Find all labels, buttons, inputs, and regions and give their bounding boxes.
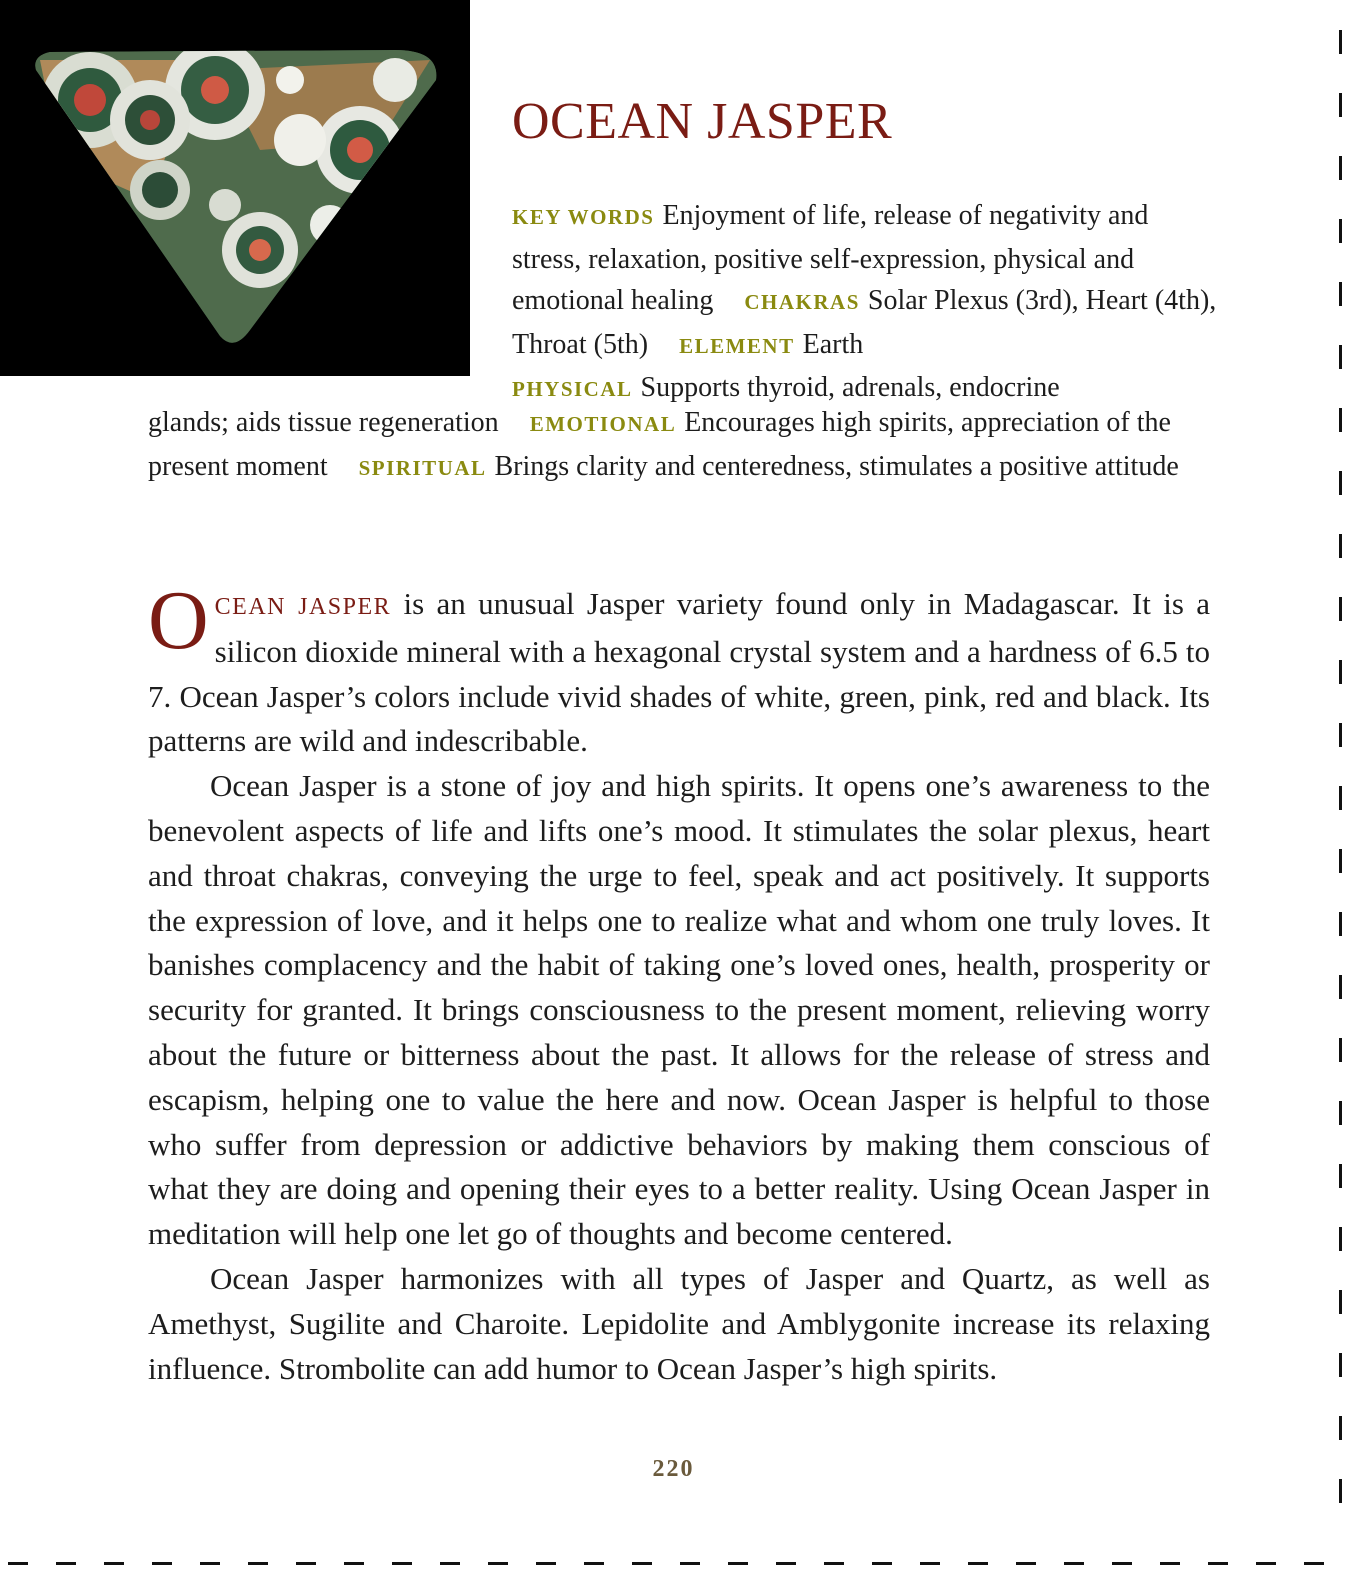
spiritual-text: Brings clarity and centeredness, stimulates a positive attitude [494,450,1179,482]
chakras-text: Solar Plexus (3rd), Heart (4th), Throat (5th) [512,285,1217,360]
edge-tick [488,1562,508,1565]
edge-tick [968,1562,988,1565]
keywords-label: KEY WORDS [512,205,655,229]
edge-tick [1208,1562,1228,1565]
edge-tick [248,1562,268,1565]
edge-tick [152,1562,172,1565]
ocean-jasper-photo [0,0,470,376]
edge-tick [1339,1101,1342,1125]
spiritual-label: SPIRITUAL [358,455,487,480]
keywords-text: Enjoyment of life, release of negativity and stress, relaxation, positive self-expression, physical and emotional healing [512,200,1149,316]
edge-tick [584,1562,604,1565]
edge-tick [920,1562,940,1565]
edge-tick [1339,408,1342,432]
paragraph-1-text: is an unusual Jasper variety found only in Madagascar. It is a silicon dioxide mineral with a hexagonal crystal system and a hardness of 6.5 to 7. Ocean Jasper’s colors include vivid shades of white, green, pink, red and black. Its patterns are wild and indescribable. [148,586,1210,759]
page-number: 220 [652,1456,695,1482]
properties-top [512,195,1222,411]
edge-tick [1304,1562,1324,1565]
edge-tick [8,1562,28,1565]
edge-tick [56,1562,76,1565]
edge-tick [1339,156,1342,180]
edge-tick [1339,345,1342,369]
drop-cap: O [148,574,209,667]
element-label: ELEMENT [679,333,795,358]
chakras-label: CHAKRAS [744,290,860,314]
lead-smallcaps: CEAN JASPER [214,594,392,620]
edge-tick [1339,660,1342,684]
edge-tick [200,1562,220,1565]
edge-tick [1339,30,1342,54]
edge-tick [1339,723,1342,747]
edge-tick [1339,1416,1342,1440]
properties-bottom [148,402,1218,489]
edge-tick [1160,1562,1180,1565]
edge-tick [536,1562,556,1565]
edge-tick [392,1562,412,1565]
edge-tick [440,1562,460,1565]
emotional-label: EMOTIONAL [529,412,677,436]
edge-tick [1339,1164,1342,1188]
paragraph-2: Ocean Jasper is a stone of joy and high spirits. It opens one’s awareness to the benevolent aspects of life and lifts one’s mood. It stimulates the solar plexus, heart and throat chakras, conveying the urge to feel, speak and act positively. It supports the expression of love, and it helps one to realize what and whom one truly loves. It banishes complacency and the habit of taking one’s loved ones, health, prosperity or security for granted. It brings consciousness to the present moment, relieving worry about the future or bitterness about the past. It allows for the release of stress and escapism, helping one to value the here and now. Ocean Jasper is helpful to those who suffer from depression or addictive behaviors by making them conscious of what they are doing and opening their eyes to a better reality. Using Ocean Jasper in meditation will help one let go of thoughts and become centered. [148,768,1210,1252]
edge-tick [680,1562,700,1565]
edge-tick [1339,1227,1342,1251]
edge-tick [1339,1290,1342,1314]
edge-tick [1339,534,1342,558]
body-text [148,574,1210,1391]
edge-tick [632,1562,652,1565]
edge-tick [1339,219,1342,243]
edge-tick [872,1562,892,1565]
edge-tick [1339,93,1342,117]
edge-tick [1339,912,1342,936]
stone-title: OCEAN JASPER [512,93,893,150]
edge-tick [776,1562,796,1565]
edge-tick [1339,471,1342,495]
edge-tick [344,1562,364,1565]
physical-label: PHYSICAL [512,377,633,401]
edge-tick [1112,1562,1132,1565]
element-text: Earth [802,328,864,360]
edge-tick [1339,786,1342,810]
edge-tick [104,1562,124,1565]
paragraph-1 [148,574,1210,764]
edge-tick [728,1562,748,1565]
edge-tick [1339,1479,1342,1503]
physical-text-continued: glands; aids tissue regeneration [148,407,499,438]
edge-tick [1339,849,1342,873]
paragraph-3: Ocean Jasper harmonizes with all types of Jasper and Quartz, as well as Amethyst, Sugilite and Charoite. Lepidolite and Amblygonite increase its relaxing influence. Strombolite can add humor to Ocean Jasper’s high spirits. [148,1260,1210,1386]
edge-tick [1256,1562,1276,1565]
edge-tick [1016,1562,1036,1565]
edge-tick [1064,1562,1084,1565]
edge-tick [824,1562,844,1565]
edge-tick [1339,1353,1342,1377]
physical-text: Supports thyroid, adrenals, endocrine [640,372,1060,403]
edge-tick [1339,975,1342,999]
emotional-text: Encourages high spirits, appreciation of the present moment [148,407,1171,482]
edge-tick [1339,597,1342,621]
edge-tick [1339,1038,1342,1062]
edge-tick [296,1562,316,1565]
edge-tick [1339,282,1342,306]
